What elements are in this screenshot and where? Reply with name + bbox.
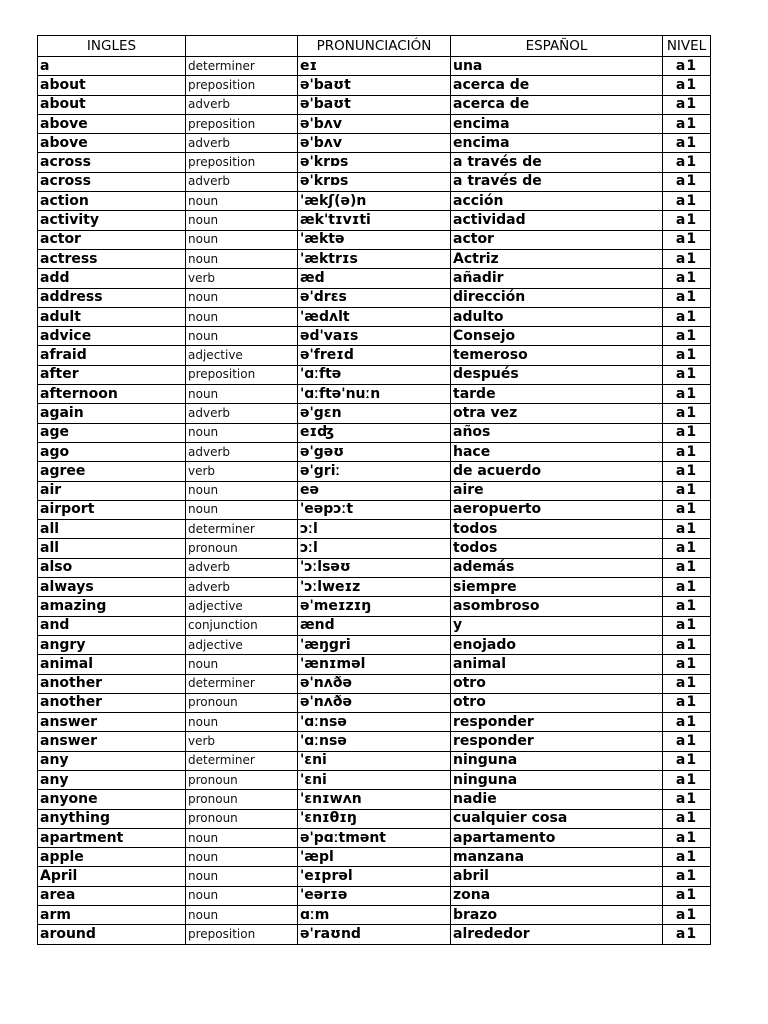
spanish-word-cell: actividad (451, 211, 663, 230)
pronunciation-cell: ə'nʌðə (298, 693, 451, 712)
level-cell: a1 (663, 770, 711, 789)
english-word-cell: about (38, 76, 186, 95)
table-row (38, 211, 711, 230)
english-word-cell: answer (38, 732, 186, 751)
part-of-speech-cell: noun (186, 211, 298, 230)
part-of-speech-cell: adverb (186, 134, 298, 153)
spanish-word-cell: brazo (451, 906, 663, 925)
level-cell: a1 (663, 346, 711, 365)
spanish-word-cell: acción (451, 192, 663, 211)
spanish-word-cell: nadie (451, 790, 663, 809)
part-of-speech-cell: noun (186, 423, 298, 442)
spanish-word-cell: años (451, 423, 663, 442)
english-word-cell: any (38, 751, 186, 770)
table-row (38, 520, 711, 539)
spanish-word-cell: Actriz (451, 249, 663, 268)
table-row (38, 597, 711, 616)
pronunciation-cell: ə'raʊnd (298, 925, 451, 944)
table-row (38, 288, 711, 307)
level-cell: a1 (663, 307, 711, 326)
level-cell: a1 (663, 442, 711, 461)
pronunciation-cell: ɔːl (298, 539, 451, 558)
english-word-cell: another (38, 674, 186, 693)
table-row (38, 404, 711, 423)
level-cell: a1 (663, 57, 711, 76)
spanish-word-cell: de acuerdo (451, 462, 663, 481)
spanish-word-cell: encima (451, 114, 663, 133)
pronunciation-cell: 'ɛni (298, 751, 451, 770)
table-row (38, 790, 711, 809)
table-row (38, 114, 711, 133)
spanish-word-cell: aire (451, 481, 663, 500)
level-cell: a1 (663, 481, 711, 500)
header-spanish: ESPAÑOL (451, 36, 663, 57)
table-row (38, 828, 711, 847)
part-of-speech-cell: conjunction (186, 616, 298, 635)
part-of-speech-cell: noun (186, 230, 298, 249)
pronunciation-cell: ə'griː (298, 462, 451, 481)
part-of-speech-cell: noun (186, 713, 298, 732)
level-cell: a1 (663, 520, 711, 539)
english-word-cell: anyone (38, 790, 186, 809)
pronunciation-cell: 'ɛnɪθɪŋ (298, 809, 451, 828)
pronunciation-cell: ə'bʌv (298, 114, 451, 133)
pronunciation-cell: ə'krɒs (298, 172, 451, 191)
table-row (38, 365, 711, 384)
level-cell: a1 (663, 385, 711, 404)
english-word-cell: after (38, 365, 186, 384)
pronunciation-cell: ə'freɪd (298, 346, 451, 365)
part-of-speech-cell: noun (186, 307, 298, 326)
pronunciation-cell: 'ɔːlsəʊ (298, 558, 451, 577)
pronunciation-cell: 'æpl (298, 848, 451, 867)
english-word-cell: all (38, 539, 186, 558)
header-pronunciation: PRONUNCIACIÓN (298, 36, 451, 57)
english-word-cell: above (38, 134, 186, 153)
english-word-cell: always (38, 578, 186, 597)
table-row (38, 57, 711, 76)
spanish-word-cell: a través de (451, 153, 663, 172)
pronunciation-cell: 'eəpɔːt (298, 500, 451, 519)
table-row (38, 269, 711, 288)
part-of-speech-cell: pronoun (186, 539, 298, 558)
table-row (38, 346, 711, 365)
english-word-cell: anything (38, 809, 186, 828)
level-cell: a1 (663, 848, 711, 867)
spanish-word-cell: dirección (451, 288, 663, 307)
pronunciation-cell: 'eərɪə (298, 886, 451, 905)
pronunciation-cell: ə'krɒs (298, 153, 451, 172)
spanish-word-cell: encima (451, 134, 663, 153)
level-cell: a1 (663, 76, 711, 95)
part-of-speech-cell: pronoun (186, 693, 298, 712)
english-word-cell: ago (38, 442, 186, 461)
level-cell: a1 (663, 616, 711, 635)
english-word-cell: afraid (38, 346, 186, 365)
pronunciation-cell: ə'gɛn (298, 404, 451, 423)
spanish-word-cell: acerca de (451, 95, 663, 114)
spanish-word-cell: siempre (451, 578, 663, 597)
pronunciation-cell: 'ɔːlweɪz (298, 578, 451, 597)
spanish-word-cell: aeropuerto (451, 500, 663, 519)
spanish-word-cell: actor (451, 230, 663, 249)
part-of-speech-cell: pronoun (186, 790, 298, 809)
level-cell: a1 (663, 655, 711, 674)
header-row (38, 36, 711, 57)
part-of-speech-cell: adverb (186, 558, 298, 577)
level-cell: a1 (663, 693, 711, 712)
english-word-cell: amazing (38, 597, 186, 616)
pronunciation-cell: 'eɪprəl (298, 867, 451, 886)
spanish-word-cell: enojado (451, 635, 663, 654)
english-word-cell: advice (38, 327, 186, 346)
part-of-speech-cell: noun (186, 385, 298, 404)
level-cell: a1 (663, 713, 711, 732)
part-of-speech-cell: noun (186, 886, 298, 905)
level-cell: a1 (663, 192, 711, 211)
pronunciation-cell: 'ɛni (298, 770, 451, 789)
english-word-cell: angry (38, 635, 186, 654)
level-cell: a1 (663, 925, 711, 944)
english-word-cell: animal (38, 655, 186, 674)
spanish-word-cell: responder (451, 732, 663, 751)
pronunciation-cell: æk'tɪvɪti (298, 211, 451, 230)
table-row (38, 848, 711, 867)
level-cell: a1 (663, 134, 711, 153)
part-of-speech-cell: preposition (186, 114, 298, 133)
part-of-speech-cell: noun (186, 327, 298, 346)
part-of-speech-cell: adjective (186, 635, 298, 654)
english-word-cell: arm (38, 906, 186, 925)
table-body (38, 57, 711, 945)
spanish-word-cell: ninguna (451, 770, 663, 789)
pronunciation-cell: ə'nʌðə (298, 674, 451, 693)
table-row (38, 500, 711, 519)
table-row (38, 192, 711, 211)
table-row (38, 481, 711, 500)
level-cell: a1 (663, 404, 711, 423)
spanish-word-cell: acerca de (451, 76, 663, 95)
english-word-cell: actor (38, 230, 186, 249)
english-word-cell: and (38, 616, 186, 635)
pronunciation-cell: 'æktə (298, 230, 451, 249)
pronunciation-cell: eɪ (298, 57, 451, 76)
part-of-speech-cell: noun (186, 906, 298, 925)
spanish-word-cell: alrededor (451, 925, 663, 944)
spanish-word-cell: responder (451, 713, 663, 732)
spanish-word-cell: otro (451, 693, 663, 712)
spanish-word-cell: añadir (451, 269, 663, 288)
english-word-cell: agree (38, 462, 186, 481)
part-of-speech-cell: noun (186, 500, 298, 519)
part-of-speech-cell: pronoun (186, 809, 298, 828)
level-cell: a1 (663, 809, 711, 828)
level-cell: a1 (663, 365, 711, 384)
level-cell: a1 (663, 886, 711, 905)
spanish-word-cell: otra vez (451, 404, 663, 423)
table-row (38, 925, 711, 944)
table-row (38, 423, 711, 442)
vocabulary-table (37, 35, 711, 945)
english-word-cell: above (38, 114, 186, 133)
level-cell: a1 (663, 674, 711, 693)
part-of-speech-cell: adverb (186, 172, 298, 191)
table-row (38, 442, 711, 461)
english-word-cell: all (38, 520, 186, 539)
pronunciation-cell: ɔːl (298, 520, 451, 539)
table-row (38, 886, 711, 905)
english-word-cell: again (38, 404, 186, 423)
table-row (38, 76, 711, 95)
spanish-word-cell: manzana (451, 848, 663, 867)
part-of-speech-cell: noun (186, 655, 298, 674)
english-word-cell: also (38, 558, 186, 577)
spanish-word-cell: a través de (451, 172, 663, 191)
header-english: INGLES (38, 36, 186, 57)
table-row (38, 751, 711, 770)
spanish-word-cell: apartamento (451, 828, 663, 847)
part-of-speech-cell: adverb (186, 95, 298, 114)
part-of-speech-cell: verb (186, 269, 298, 288)
table-row (38, 809, 711, 828)
english-word-cell: answer (38, 713, 186, 732)
part-of-speech-cell: noun (186, 288, 298, 307)
pronunciation-cell: 'ædʌlt (298, 307, 451, 326)
english-word-cell: across (38, 172, 186, 191)
table-row (38, 172, 711, 191)
pronunciation-cell: 'ænɪməl (298, 655, 451, 674)
english-word-cell: activity (38, 211, 186, 230)
pronunciation-cell: 'æktrɪs (298, 249, 451, 268)
part-of-speech-cell: verb (186, 462, 298, 481)
part-of-speech-cell: verb (186, 732, 298, 751)
part-of-speech-cell: determiner (186, 520, 298, 539)
english-word-cell: afternoon (38, 385, 186, 404)
english-word-cell: actress (38, 249, 186, 268)
english-word-cell: add (38, 269, 186, 288)
pronunciation-cell: 'ækʃ(ə)n (298, 192, 451, 211)
english-word-cell: action (38, 192, 186, 211)
pronunciation-cell: 'ɑːnsə (298, 713, 451, 732)
pronunciation-cell: ɑːm (298, 906, 451, 925)
english-word-cell: adult (38, 307, 186, 326)
part-of-speech-cell: preposition (186, 153, 298, 172)
pronunciation-cell: ə'gəʊ (298, 442, 451, 461)
table-row (38, 462, 711, 481)
english-word-cell: any (38, 770, 186, 789)
level-cell: a1 (663, 95, 711, 114)
spanish-word-cell: Consejo (451, 327, 663, 346)
part-of-speech-cell: determiner (186, 57, 298, 76)
level-cell: a1 (663, 558, 711, 577)
pronunciation-cell: ə'baʊt (298, 95, 451, 114)
english-word-cell: apartment (38, 828, 186, 847)
pronunciation-cell: eɪʤ (298, 423, 451, 442)
english-word-cell: a (38, 57, 186, 76)
part-of-speech-cell: noun (186, 249, 298, 268)
level-cell: a1 (663, 539, 711, 558)
pronunciation-cell: 'ɑːnsə (298, 732, 451, 751)
table-row (38, 385, 711, 404)
table-row (38, 327, 711, 346)
spanish-word-cell: después (451, 365, 663, 384)
spanish-word-cell: además (451, 558, 663, 577)
level-cell: a1 (663, 172, 711, 191)
pronunciation-cell: 'ɛnɪwʌn (298, 790, 451, 809)
part-of-speech-cell: adjective (186, 346, 298, 365)
header-level: NIVEL (663, 36, 711, 57)
level-cell: a1 (663, 288, 711, 307)
pronunciation-cell: eə (298, 481, 451, 500)
part-of-speech-cell: preposition (186, 925, 298, 944)
pronunciation-cell: ə'drɛs (298, 288, 451, 307)
part-of-speech-cell: noun (186, 828, 298, 847)
level-cell: a1 (663, 423, 711, 442)
level-cell: a1 (663, 230, 711, 249)
part-of-speech-cell: pronoun (186, 770, 298, 789)
level-cell: a1 (663, 462, 711, 481)
spanish-word-cell: todos (451, 520, 663, 539)
level-cell: a1 (663, 249, 711, 268)
pronunciation-cell: ə'pɑːtmənt (298, 828, 451, 847)
table-row (38, 635, 711, 654)
english-word-cell: age (38, 423, 186, 442)
pronunciation-cell: ə'bʌv (298, 134, 451, 153)
spanish-word-cell: cualquier cosa (451, 809, 663, 828)
table-row (38, 230, 711, 249)
pronunciation-cell: 'ɑːftə'nuːn (298, 385, 451, 404)
part-of-speech-cell: adverb (186, 578, 298, 597)
table-row (38, 539, 711, 558)
level-cell: a1 (663, 211, 711, 230)
part-of-speech-cell: noun (186, 848, 298, 867)
level-cell: a1 (663, 114, 711, 133)
table-row (38, 770, 711, 789)
table-row (38, 732, 711, 751)
table-row (38, 693, 711, 712)
spanish-word-cell: y (451, 616, 663, 635)
part-of-speech-cell: adverb (186, 442, 298, 461)
table-row (38, 578, 711, 597)
table-row (38, 867, 711, 886)
english-word-cell: airport (38, 500, 186, 519)
spanish-word-cell: una (451, 57, 663, 76)
english-word-cell: another (38, 693, 186, 712)
part-of-speech-cell: determiner (186, 751, 298, 770)
level-cell: a1 (663, 635, 711, 654)
pronunciation-cell: ænd (298, 616, 451, 635)
part-of-speech-cell: preposition (186, 76, 298, 95)
english-word-cell: April (38, 867, 186, 886)
table-row (38, 674, 711, 693)
level-cell: a1 (663, 500, 711, 519)
part-of-speech-cell: noun (186, 192, 298, 211)
spanish-word-cell: ninguna (451, 751, 663, 770)
level-cell: a1 (663, 269, 711, 288)
level-cell: a1 (663, 828, 711, 847)
level-cell: a1 (663, 732, 711, 751)
level-cell: a1 (663, 597, 711, 616)
spanish-word-cell: tarde (451, 385, 663, 404)
spanish-word-cell: adulto (451, 307, 663, 326)
table-row (38, 713, 711, 732)
part-of-speech-cell: preposition (186, 365, 298, 384)
table-row (38, 616, 711, 635)
spanish-word-cell: hace (451, 442, 663, 461)
part-of-speech-cell: noun (186, 481, 298, 500)
part-of-speech-cell: adverb (186, 404, 298, 423)
pronunciation-cell: æd (298, 269, 451, 288)
part-of-speech-cell: adjective (186, 597, 298, 616)
table-row (38, 906, 711, 925)
english-word-cell: apple (38, 848, 186, 867)
level-cell: a1 (663, 153, 711, 172)
level-cell: a1 (663, 751, 711, 770)
level-cell: a1 (663, 906, 711, 925)
pronunciation-cell: ə'baʊt (298, 76, 451, 95)
table-row (38, 249, 711, 268)
spanish-word-cell: zona (451, 886, 663, 905)
level-cell: a1 (663, 327, 711, 346)
table-row (38, 655, 711, 674)
english-word-cell: across (38, 153, 186, 172)
level-cell: a1 (663, 790, 711, 809)
pronunciation-cell: ə'meɪzɪŋ (298, 597, 451, 616)
english-word-cell: air (38, 481, 186, 500)
english-word-cell: about (38, 95, 186, 114)
level-cell: a1 (663, 867, 711, 886)
table-row (38, 95, 711, 114)
pronunciation-cell: 'æŋgri (298, 635, 451, 654)
english-word-cell: around (38, 925, 186, 944)
table-row (38, 153, 711, 172)
pronunciation-cell: əd'vaɪs (298, 327, 451, 346)
spanish-word-cell: animal (451, 655, 663, 674)
header-part-of-speech (186, 36, 298, 57)
spanish-word-cell: abril (451, 867, 663, 886)
table-row (38, 558, 711, 577)
table-row (38, 307, 711, 326)
english-word-cell: area (38, 886, 186, 905)
part-of-speech-cell: noun (186, 867, 298, 886)
pronunciation-cell: 'ɑːftə (298, 365, 451, 384)
part-of-speech-cell: determiner (186, 674, 298, 693)
table-row (38, 134, 711, 153)
spanish-word-cell: otro (451, 674, 663, 693)
spanish-word-cell: temeroso (451, 346, 663, 365)
spanish-word-cell: todos (451, 539, 663, 558)
level-cell: a1 (663, 578, 711, 597)
spanish-word-cell: asombroso (451, 597, 663, 616)
english-word-cell: address (38, 288, 186, 307)
